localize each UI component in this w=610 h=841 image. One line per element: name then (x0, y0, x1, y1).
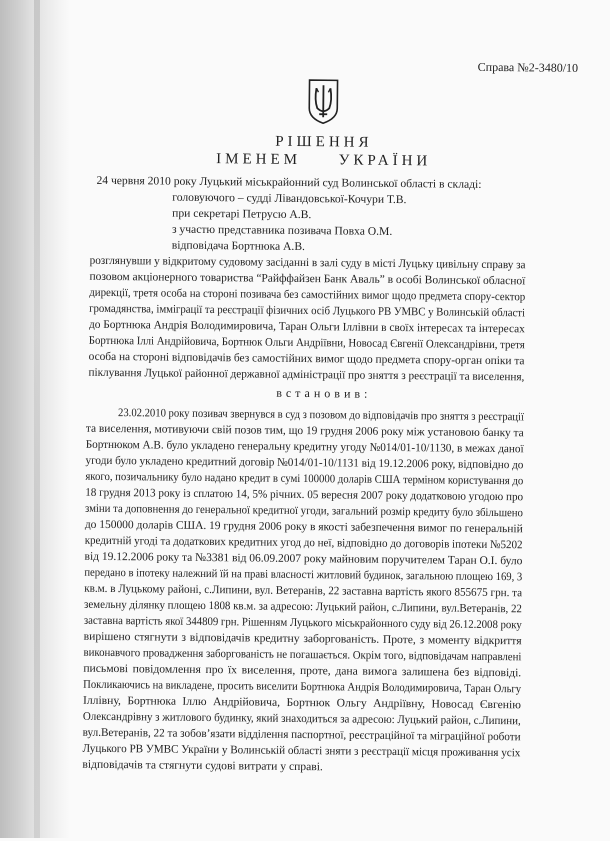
body-line: вул.Ветеранів, 22 та зобов’язати відділення паспортної, реєстраційної та міграційної роботи (82, 725, 521, 744)
body-line: Луцького РВ УМВС України у Волинській області зняти з реєстрації місця проживання усіх (82, 741, 521, 760)
body-line: відповідачів та стягнути судові витрати у справі. (82, 757, 323, 774)
intro-line: головуючого – судді Лівандовської-Кочури Т.В. (172, 190, 407, 207)
body-line: 23.02.2010 року позивач звернувся в суд з позовом до відповідачів про зняття з реєстрації (117, 406, 525, 424)
body-line: Іллівну, Бортнюка Іллю Андрійовича, Бортнюк Ольгу Андріївну, Новосад Євгенію (82, 693, 521, 712)
body-line: кв.м. в Луцькому районі, с.Липини, вул. Ветеранів, 22 заставна вартість якого 855675 грн. та (84, 581, 523, 600)
body-line: заставна вартість якої 344809 грн. Рішенням Луцького міськрайонного суду від 26.12.2008 року (83, 613, 522, 632)
body-line: угоди було укладено кредитний договір №014/01-10/1131 від 19.12.2006 року, відповідно до (85, 453, 524, 472)
considered-line: до Бортнюка Андрія Володимировича, Таран Ольги Іллівни в своїх інтересах та інтересах (88, 317, 525, 336)
intro-line: 24 червня 2010 року Луцький міськрайонний суд Волинської області в складі: (96, 173, 482, 191)
body-line: земельну ділянку площею 1808 кв.м. за адресою: Луцький район, с.Липини, вул.Ветеранів, 22 (83, 597, 522, 616)
intro-line: з участю представника позивача Повха О.М. (171, 222, 393, 238)
body-line: Покликаючись на викладене, просить виселити Бортнюка Андрія Володимировича, Таран Ольгу (83, 677, 522, 696)
considered-line: піклування Луцької районної державної адміністрації про зняття з реєстрації та виселення, (88, 365, 525, 384)
body-line: Бортнюком А.В. було укладено генеральну кредитну угоду №014/01-10/1130, в межах даної (85, 437, 524, 456)
body-line: письмові повідомлення про їх виселення, проте, дана вимога залишена без відповіді. (83, 661, 522, 680)
document-title: РІШЕННЯ (275, 133, 373, 151)
considered-line: дирекції, третя особа на стороні позивача без самостійних вимог щодо предмета спору-сектор (89, 285, 526, 304)
document-subtitle: ІМЕНЕМ УКРАЇНИ (216, 151, 432, 170)
considered-line: особа на стороні відповідачів без самостійних вимог щодо предмета спору-орган опіки та (88, 349, 525, 368)
body-line: кредитній угоді та додаткових кредитних угод до неї, відповідно до договорів іпотеки №5202 (84, 533, 523, 552)
body-line: зміни та доповнення до генеральної кредитної угоди, загальний розмір кредиту було збільшено (84, 501, 524, 520)
body-line: якого, позичальнику було надано кредит в сумі 100000 доларів США терміном користування до (85, 469, 524, 488)
body-line: виконавчого провадження заборгованість не погашається. Окрім того, відповідачам направлені (83, 645, 522, 664)
intro-line: при секретарі Петрусю А.В. (172, 206, 312, 222)
body-line: вирішено стягнути з відповідачів кредитну заборгованість. Проте, з моменту відкриття (83, 629, 522, 648)
body-line: та виселення, мотивуючи свій позов тим, що 19 грудня 2006 року між установою банку та (85, 421, 524, 440)
considered-line: Бортнюка Іллі Андрійовича, Бортнюк Ольги Андріївни, Новосад Євгенії Олександрівни, третя (88, 333, 525, 352)
considered-line: громадянства, імміграції та реєстрації фізичних осіб Луцького РВ УМВС у Волинській області (89, 301, 526, 320)
body-line: 18 грудня 2013 року із сплатою 14, 5% річних. 05 вересня 2007 року додатковою угодою про (85, 485, 524, 504)
body-line: від 19.12.2006 року та №3381 від 06.09.2007 року майновим поручителем Таран О.І. було (84, 549, 523, 568)
body-line: Олександрівну з житлового будинку, який знаходиться за адресою: Луцький район, с.Липини, (82, 709, 521, 728)
case-number: Справа №2-3480/10 (477, 59, 579, 75)
body-line: до 150000 доларів США. 19 грудня 2006 року в якості забезпечення вимог по генеральній (84, 517, 523, 536)
considered-line: позовом акціонерного товариства “Райффайзен Банк Аваль” в особі Волинської обласної (89, 269, 526, 288)
trident-emblem-icon (305, 78, 341, 124)
considered-line: розглянувши у відкритому судовому засіданні в залі суду в місті Луцьку цивільну справу за (89, 253, 526, 272)
intro-line: відповідача Бортнюка А.В. (171, 238, 306, 254)
established-heading: встановив: (276, 385, 372, 401)
body-line: передано в іпотеку належний їй на праві власності житловий будинок, загальною площею 169, 3 (84, 565, 523, 584)
